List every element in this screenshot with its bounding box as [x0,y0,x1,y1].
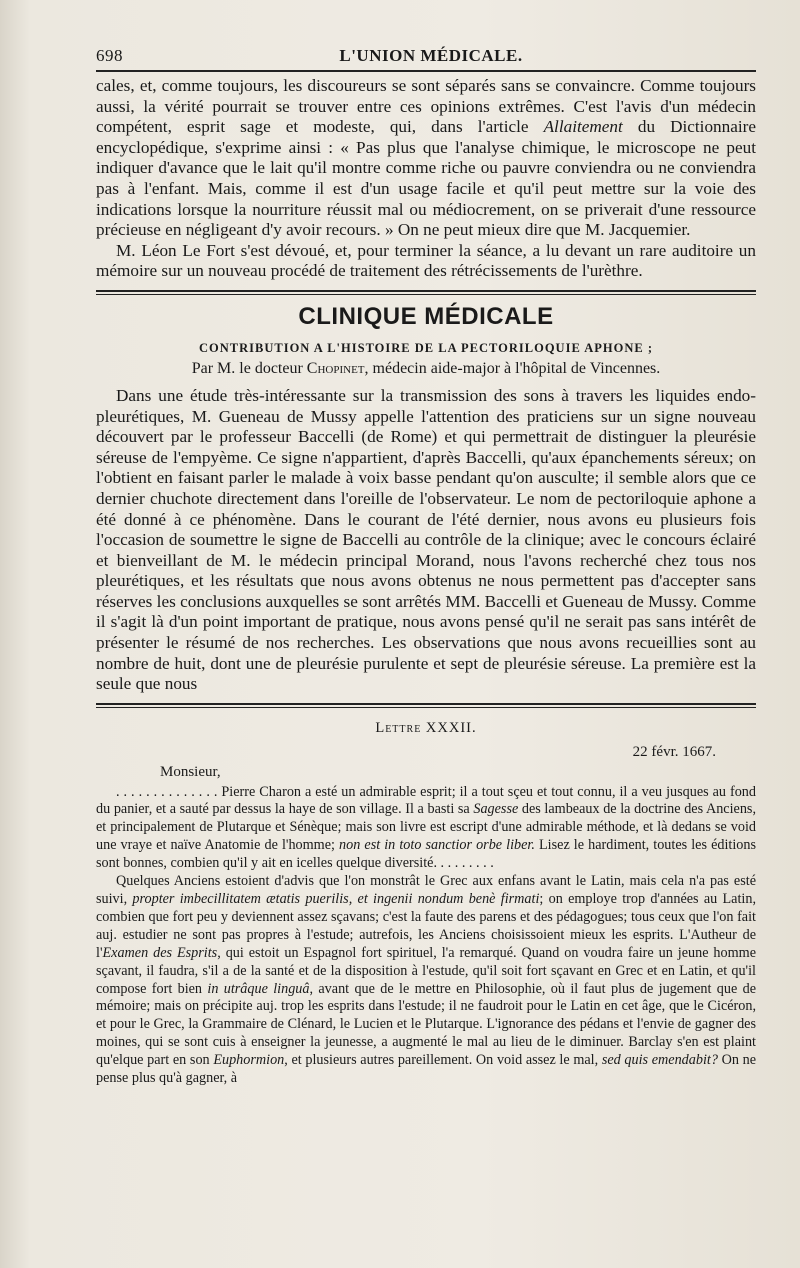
page-number: 698 [96,46,123,65]
byline [96,360,756,378]
section-divider [96,290,756,295]
letter-title: Lettre XXXII. [375,719,477,736]
feuilleton-letter [96,720,756,1088]
running-header [96,46,756,72]
article-body [96,386,756,695]
letter-paragraph: . . . . . . . . . . . . . . Pierre Charon a esté un admirable esprit; il a tout sçeu et tout connu, il a veu jusques au fond du panier, et a sauté par dessus la haye de son village. Il a basti sa Sagesse des lambeaux de la doctrine des Anciens, et principalement de Plutarque et Sénèque; mais son livre est escript d'une admirable méthode, et là dedans se void une vraye et naïve Anatomie de l'homme; non est in toto sanctior orbe liber. Lisez le hardiment, toutes les éditions sont bonnes, combien qu'il y ait en icelles quelque diversité. . . . . . . . . [96,783,756,872]
journal-title: L'UNION MÉDICALE. [339,46,523,65]
byline-prefix: Par M. le docteur [191,359,303,377]
paragraph: M. Léon Le Fort s'est dévoué, et, pour terminer la séance, a lu devant un rare auditoire un mémoire sur un nouveau procédé de traitement des rétrécissements de l'urèthre. [96,240,756,281]
letter-salutation: Monsieur, [160,763,221,780]
section-title: CLINIQUE MÉDICALE [298,302,554,330]
continuation-text [96,76,756,282]
paragraph: cales, et, comme toujours, les discoureurs se sont séparés sans se convaincre. Comme toujours aussi, la vérité pourrait se trouver entre ces opinions extrêmes. C'est l'avis d'un médecin compétent, esprit sage et modeste, qui, dans l'article Allaitement du Dictionnaire encyclopédique, s'exprime ainsi : « Pas plus que l'analyse chimique, le microscope ne peut indiquer d'avance que le lait qu'il montre comme riche ou pauvre conviendra ou ne conviendra pas à l'enfant. Mais, comme il est d'un usage facile et qu'il peut mettre sur la voie des indications lorsque la nourriture réussit mal ou médiocrement, on se priverait d'une ressource précieuse en négligeant d'y avoir recours. » On ne peut mieux dire que M. Jacquemier. [96,76,756,240]
author-name: Chopinet [306,359,365,377]
paragraph: Dans une étude très-intéressante sur la transmission des sons à travers les liquides endo-pleurétiques, M. Gueneau de Mussy appelle l'attention des praticiens sur un signe nouveau découvert par le professeur Baccelli (de Rome) et qui permettrait de distinguer la pleurésie séreuse de l'empyème. Ce signe n'appartient, d'après Baccelli, qu'aux épanchements séreux; on l'obtient en faisant parler le malade à voix basse pendant qu'on ausculte; il semble alors que ce dernier chuchote directement dans l'oreille de l'observateur. Le nom de pectoriloquie aphone a été donné à ce phénomène. Dans le courant de l'été dernier, nous avons eu plusieurs fois l'occasion de soumettre le signe de Baccelli au contrôle de la clinique; avec le concours éclairé et bienveillant de M. le médecin principal Morand, nous l'avons recherché chez tous nos pleurétiques, et les résultats que nous avons obtenus ne nous permettent pas d'accepter sans réserves les conclusions auxquelles se sont arrêtés MM. Baccelli et Gueneau de Mussy. Comme il s'agit là d'un point important de pratique, nous avons pensé qu'il ne serait pas sans intérêt de présenter le résumé de nos recherches. Les observations que nous avons recueillies sont au nombre de huit, dont une de pleurésie purulente et sept de pleurésie séreuse. La première est la seule que nous [96,385,756,694]
letter-date: 22 févr. 1667. [632,743,716,760]
letter-body [96,784,756,1088]
feuilleton-divider [96,703,756,708]
byline-suffix: , médecin aide-major à l'hôpital de Vincennes. [364,359,661,377]
letter-paragraph: Quelques Anciens estoient d'advis que l'on monstrât le Grec aux enfans avant le Latin, mais cela n'a pas esté suivi, propter imbecillitatem ætatis puerilis, et ingenii nondum benè firmati; on employe trop d'années au Latin, combien que fort peu y deviennent assez sçavans; c'est la faute des parens et des pédagogues; tous ceux que l'on fait auj. estudier ne sont pas propres à l'estude; autrefois, les Anciens choisissoient mieux les esprits. L'Autheur de l'Examen des Esprits, qui estoit un Espagnol fort spirituel, l'a remarqué. Quand on voudra faire un jeune homme sçavant, il faudra, s'il a de la santé et de la disposition à l'estude, qu'il soit fort sçavant en Grec et en Latin, et qu'il compose fort bien in utrâque linguâ, avant que de le mettre en Philosophie, où il faut plus de jugement que de mémoire; mais on précipite auj. trop les esprits dans l'estude; il ne faudroit pour le Latin en cet âge, que le Cicéron, et pour le Grec, la Grammaire de Clénard, le Lucien et le Plutarque. L'ignorance des pédans et l'envie de gagner des moines, qui se sont cuis à enseigner la jeunesse, a augmenté le mal au lieu de le diminuer. Barclay s'en est plaint qu'elque part en son Euphormion, et plusieurs autres pareillement. On void assez le mal, sed quis emendabit? On ne pense plus qu'à gagner, à [96,873,757,1087]
article-title: CONTRIBUTION A L'HISTOIRE DE LA PECTORILOQUIE APHONE ; [199,340,653,355]
